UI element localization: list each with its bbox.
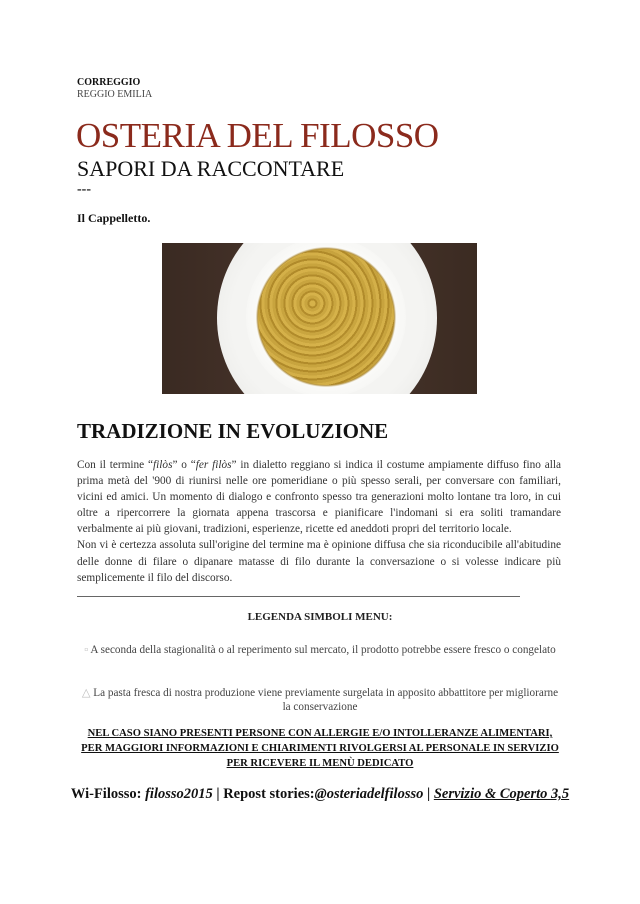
footer-info: [0, 786, 640, 803]
wifi-password: filosso2015: [145, 786, 213, 802]
allergy-line: PER MAGGIORI INFORMAZIONI E CHIARIMENTI RIVOLGERSI AL PERSONALE IN SERVIZIO: [81, 743, 559, 754]
repost-label: | Repost stories:: [212, 786, 315, 802]
section-title: TRADIZIONE IN EVOLUZIONE: [77, 419, 389, 443]
restaurant-title: OSTERIA DEL FILOSSO: [76, 116, 439, 155]
square-icon: ▫: [84, 644, 89, 656]
text: ” o “: [172, 459, 196, 471]
service-charge: Servizio & Coperto 3,5: [433, 786, 570, 802]
instagram-handle: @osteriadelfilosso: [314, 786, 424, 802]
allergy-line: PER RICEVERE IL MENÙ DEDICATO: [226, 758, 414, 769]
triangle-icon: △: [81, 687, 91, 699]
dish-name: Il Cappelletto.: [77, 211, 151, 225]
region: REGGIO EMILIA: [77, 89, 153, 100]
legend-item: [80, 686, 560, 714]
legend-item: [80, 643, 560, 657]
separator: |: [423, 786, 434, 802]
wifi-label: Wi-Filosso:: [70, 786, 146, 802]
subtitle: SAPORI DA RACCONTARE: [77, 156, 345, 181]
text: Con il termine “: [77, 459, 153, 471]
paragraph-1: [77, 457, 561, 537]
section-body: [77, 457, 561, 586]
allergy-line: NEL CASO SIANO PRESENTI PERSONE CON ALLERGIE E/O INTOLLERANZE ALIMENTARI,: [87, 728, 553, 739]
cappelletti-soup-photo: [162, 243, 477, 394]
city: CORREGGIO: [77, 77, 141, 88]
separator-line: [77, 596, 520, 597]
paragraph-2: Non vi è certezza assoluta sull'origine del termine ma è opinione diffusa che sia riconducibile all'abitudine delle donne di filare o dipanare matasse di filo durante la conversazione o si volesse indicare più semplicemente il filo del discorso.: [77, 539, 561, 584]
legend-text: A seconda della stagionalità o al reperimento sul mercato, il prodotto potrebbe essere fresco o congelato: [90, 644, 556, 656]
text: ” in dialetto reggiano si indica il costume ampiamente diffuso fino alla prima metà del '900 di riunirsi nelle ore pomeridiane o più spesso serali, per conversare con familiari, vicini ed amici. Un momento di dialogo e confronto spesso tra generazioni molto lontane tra loro, in cui oltre a ripercorrere la giornata appena trascorsa e pianificare l'indomani si era soliti tramandare verbalmente ai più giovani, tradizioni, esperienze, ricette ed aneddoti propri del territorio locale.: [77, 459, 562, 536]
broth-with-cappelletti: [258, 249, 394, 385]
allergy-notice: [60, 726, 580, 771]
legend-title: LEGENDA SIMBOLI MENU:: [247, 611, 393, 623]
legend-text: La pasta fresca di nostra produzione viene previamente surgelata in apposito abbattitore per migliorarne la conservazione: [93, 687, 559, 713]
divider: ---: [77, 182, 91, 197]
term: filòs: [153, 459, 173, 471]
term: fer filòs: [195, 459, 232, 471]
